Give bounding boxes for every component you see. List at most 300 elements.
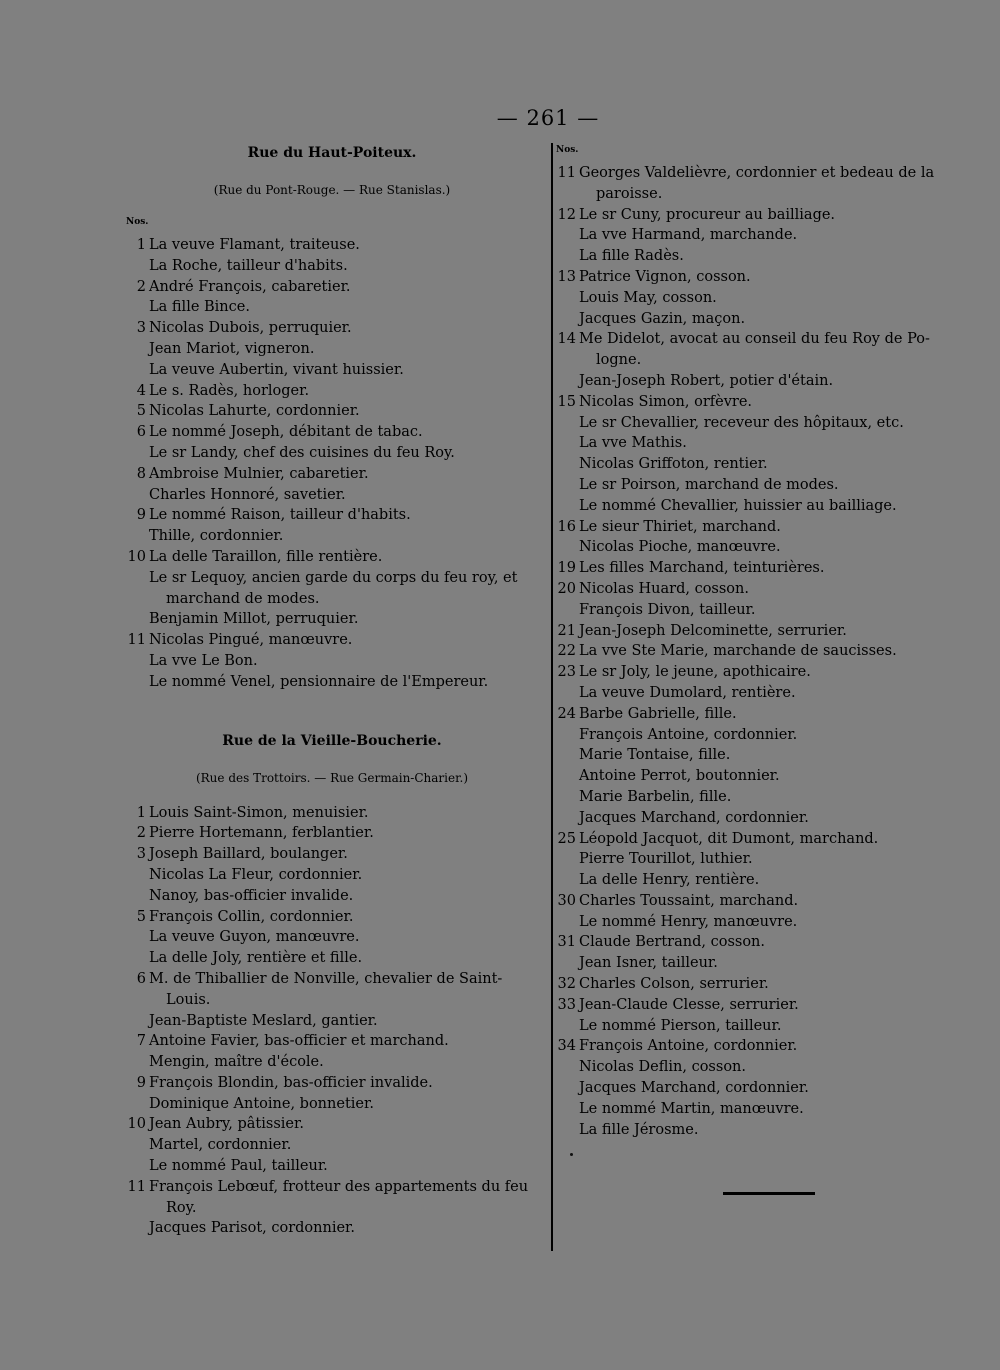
list-item	[552, 579, 972, 600]
resident-entry	[149, 464, 542, 485]
list-item	[552, 932, 972, 953]
entry-text: François Antoine, cordonnier.	[579, 726, 798, 743]
resident-entry	[579, 392, 972, 413]
list-item	[552, 558, 972, 579]
entry-text: Jacques Marchand, cordonnier.	[579, 809, 809, 826]
entry-text: La delle Joly, rentière et fille.	[149, 950, 363, 967]
resident-entry	[579, 371, 972, 392]
list-item	[122, 1135, 542, 1156]
list-item	[552, 641, 972, 662]
resident-entry	[149, 360, 542, 381]
entry-text: Jacques Parisot, cordonnier.	[149, 1220, 356, 1237]
entry-text: Le sr Landy, chef des cuisines du feu Roy.	[149, 444, 455, 461]
entry-text: Benjamin Millot, perruquier.	[149, 611, 359, 628]
list-item	[552, 163, 972, 205]
entry-text: Marie Barbelin, fille.	[579, 788, 732, 805]
list-item	[122, 1073, 542, 1094]
house-number: 3	[136, 846, 146, 863]
entry-text: Ambroise Mulnier, cabaretier.	[149, 465, 369, 482]
list-item	[122, 907, 542, 928]
footer-rule	[723, 1192, 815, 1195]
house-number	[552, 246, 579, 267]
resident-entry	[579, 829, 972, 850]
resident-entry	[149, 339, 542, 360]
resident-entry	[579, 745, 972, 766]
list-item	[552, 745, 972, 766]
list-item	[552, 517, 972, 538]
entry-text: Le nommé Martin, manœuvre.	[579, 1100, 804, 1117]
entry-list	[122, 235, 542, 693]
house-number	[552, 600, 579, 621]
list-item	[122, 1031, 542, 1052]
entry-text: La veuve Flamant, traiteuse.	[149, 237, 360, 253]
house-number	[552, 912, 579, 933]
list-item	[122, 235, 542, 256]
entry-text: La vve Harmand, marchande.	[579, 227, 798, 244]
resident-entry	[579, 288, 972, 309]
resident-entry	[149, 318, 542, 339]
list-item	[122, 609, 542, 630]
list-item	[122, 318, 542, 339]
house-number: 14	[557, 331, 576, 348]
list-item	[552, 1078, 972, 1099]
list-item	[552, 829, 972, 850]
resident-entry	[149, 1094, 542, 1115]
house-number: 13	[557, 268, 576, 285]
entry-text: Claude Bertrand, cosson.	[579, 934, 766, 951]
house-number: 10	[127, 1116, 146, 1133]
list-item	[552, 537, 972, 558]
entry-text: Me Didelot, avocat au conseil du feu Roy de Po-	[579, 331, 930, 348]
list-item	[552, 683, 972, 704]
house-number: 12	[557, 206, 576, 223]
house-number	[552, 1078, 579, 1099]
entry-text: Jean Isner, tailleur.	[579, 955, 718, 972]
house-number	[552, 225, 579, 246]
list-item	[552, 288, 972, 309]
entry-text: Marie Tontaise, fille.	[579, 747, 731, 764]
house-number: 11	[127, 1178, 146, 1195]
resident-entry	[149, 505, 542, 526]
house-number	[122, 651, 149, 672]
entry-text: Le nommé Paul, tailleur.	[149, 1158, 328, 1175]
resident-entry	[149, 823, 542, 844]
entry-text: Nicolas Pingué, manœuvre.	[149, 632, 353, 649]
entry-text: Le sr Chevallier, receveur des hôpitaux, etc.	[579, 414, 904, 431]
resident-entry	[149, 672, 542, 693]
house-number	[552, 725, 579, 746]
resident-entry	[579, 870, 972, 891]
house-number	[122, 526, 149, 547]
resident-entry	[149, 1052, 542, 1073]
list-item	[552, 891, 972, 912]
house-number	[552, 766, 579, 787]
list-item	[122, 865, 542, 886]
entry-text: Le nommé Joseph, débitant de tabac.	[149, 424, 423, 441]
list-item	[122, 256, 542, 277]
resident-entry	[579, 953, 972, 974]
entry-text: La delle Henry, rentière.	[579, 872, 760, 889]
house-number: 24	[557, 705, 576, 722]
resident-entry	[149, 547, 542, 568]
house-number: 11	[557, 165, 576, 181]
entry-text: Le sr Poirson, marchand de modes.	[579, 476, 839, 493]
list-item	[122, 844, 542, 865]
section-subtitle: (Rue du Pont-Rouge. — Rue Stanislas.)	[213, 183, 451, 197]
resident-entry	[149, 948, 542, 969]
resident-entry	[579, 205, 972, 226]
resident-entry	[579, 891, 972, 912]
entry-text: Louis Saint-Simon, menuisier.	[149, 804, 369, 821]
house-number: 16	[557, 518, 576, 535]
resident-entry	[579, 662, 972, 683]
list-item	[122, 1156, 542, 1177]
resident-entry	[579, 621, 972, 642]
resident-entry	[579, 1036, 972, 1057]
resident-entry	[579, 787, 972, 808]
entry-text: Charles Honnoré, savetier.	[149, 486, 346, 503]
house-number	[122, 1052, 149, 1073]
house-number: 23	[557, 664, 576, 681]
house-number: 2	[136, 825, 146, 842]
resident-entry	[149, 1011, 542, 1032]
entry-text: Le s. Radès, horloger.	[149, 382, 310, 399]
list-item	[552, 953, 972, 974]
left-column	[122, 143, 542, 1239]
section-vieille-boucherie	[122, 731, 542, 1240]
entry-text: Le nommé Pierson, tailleur.	[579, 1017, 782, 1034]
list-item	[552, 725, 972, 746]
house-number	[122, 886, 149, 907]
house-number: 4	[136, 382, 146, 399]
resident-entry	[149, 297, 542, 318]
house-number: 33	[557, 996, 576, 1013]
entry-text: Le sr Joly, le jeune, apothicaire.	[579, 664, 811, 681]
list-item	[122, 568, 542, 610]
entry-text: Louis May, cosson.	[579, 289, 717, 306]
entry-text: Les filles Marchand, teinturières.	[579, 560, 825, 577]
house-number	[552, 1057, 579, 1078]
entry-text: François Collin, cordonnier.	[149, 908, 354, 925]
house-number	[122, 672, 149, 693]
entry-text: Charles Colson, serrurier.	[579, 976, 769, 993]
list-item	[552, 454, 972, 475]
resident-entry	[149, 1156, 542, 1177]
resident-entry	[149, 526, 542, 547]
resident-entry	[149, 1135, 542, 1156]
entry-list	[552, 163, 972, 1140]
resident-entry	[149, 443, 542, 464]
list-item	[122, 422, 542, 443]
resident-entry	[579, 1120, 972, 1141]
house-number	[122, 568, 149, 610]
list-item	[122, 969, 542, 1011]
list-item	[552, 1036, 972, 1057]
entry-continuation: paroisse.	[596, 185, 663, 202]
entry-text: La fille Jérosme.	[579, 1121, 699, 1138]
resident-entry	[149, 609, 542, 630]
numbers-label: Nos.	[556, 145, 579, 155]
list-item	[552, 309, 972, 330]
entry-text: La fille Radès.	[579, 248, 684, 265]
list-item	[122, 1177, 542, 1219]
entry-continuation: marchand de modes.	[166, 590, 320, 607]
house-number: 8	[136, 465, 146, 482]
resident-entry	[579, 558, 972, 579]
house-number	[552, 496, 579, 517]
entry-text: Le sieur Thiriet, marchand.	[579, 518, 781, 535]
entry-text: François Divon, tailleur.	[579, 601, 756, 618]
resident-entry	[149, 886, 542, 907]
list-item	[552, 246, 972, 267]
list-item	[552, 1120, 972, 1141]
entry-text: Jean-Baptiste Meslard, gantier.	[149, 1012, 378, 1029]
resident-entry	[579, 267, 972, 288]
entry-text: Le nommé Chevallier, huissier au bailliage.	[579, 497, 897, 514]
entry-text: Nicolas Griffoton, rentier.	[579, 456, 768, 473]
house-number	[552, 683, 579, 704]
house-number	[122, 1156, 149, 1177]
house-number: 10	[127, 548, 146, 565]
list-item	[122, 485, 542, 506]
house-number: 22	[557, 643, 576, 660]
list-item	[552, 205, 972, 226]
entry-text: La veuve Dumolard, rentière.	[579, 684, 796, 701]
entry-text: Nanoy, bas-officier invalide.	[149, 887, 354, 904]
house-number	[552, 371, 579, 392]
list-item	[122, 927, 542, 948]
entry-continuation: Roy.	[166, 1199, 197, 1216]
entry-continuation: Louis.	[166, 991, 211, 1008]
house-number	[122, 1218, 149, 1239]
list-item	[122, 360, 542, 381]
resident-entry	[579, 225, 972, 246]
entry-text: Le nommé Henry, manœuvre.	[579, 913, 798, 930]
entry-text: La veuve Guyon, manœuvre.	[149, 929, 360, 946]
resident-entry	[579, 725, 972, 746]
entry-text: La vve Mathis.	[579, 435, 687, 452]
house-number	[122, 927, 149, 948]
house-number	[552, 1099, 579, 1120]
house-number	[122, 297, 149, 318]
list-item	[122, 651, 542, 672]
entry-text: André François, cabaretier.	[149, 278, 351, 295]
section-subtitle: (Rue des Trottoirs. — Rue Germain-Charier.)	[195, 770, 469, 785]
list-item	[552, 267, 972, 288]
house-number: 32	[557, 976, 576, 993]
list-item	[122, 1114, 542, 1135]
house-number	[552, 454, 579, 475]
resident-entry	[149, 485, 542, 506]
entry-text: François Antoine, cordonnier.	[579, 1038, 798, 1055]
resident-entry	[579, 496, 972, 517]
entry-text: Le nommé Raison, tailleur d'habits.	[149, 507, 411, 524]
section-title: Rue de la Vieille-Boucherie.	[222, 732, 442, 749]
house-number	[122, 865, 149, 886]
resident-entry	[579, 600, 972, 621]
resident-entry	[149, 256, 542, 277]
entry-text: Jean-Claude Clesse, serrurier.	[579, 996, 799, 1013]
house-number: 7	[136, 1033, 146, 1050]
house-number: 9	[136, 1074, 146, 1091]
house-number: 9	[136, 507, 146, 524]
house-number: 1	[136, 804, 146, 821]
resident-entry	[579, 766, 972, 787]
resident-entry	[579, 995, 972, 1016]
list-item	[552, 1016, 972, 1037]
house-number	[552, 288, 579, 309]
list-item	[122, 948, 542, 969]
house-number: 5	[136, 908, 146, 925]
resident-entry	[149, 1073, 542, 1094]
entry-text: Le sr Cuny, procureur au bailliage.	[579, 206, 836, 223]
list-item	[122, 505, 542, 526]
section-gap	[122, 693, 542, 731]
section-haut-poiteux	[122, 143, 542, 693]
resident-entry	[579, 413, 972, 434]
list-item	[552, 329, 972, 371]
resident-entry	[579, 454, 972, 475]
resident-entry	[149, 651, 542, 672]
resident-entry	[579, 974, 972, 995]
list-item	[122, 1094, 542, 1115]
entry-text: Joseph Baillard, boulanger.	[149, 846, 348, 863]
list-item	[552, 433, 972, 454]
resident-entry	[579, 1057, 972, 1078]
list-item	[122, 297, 542, 318]
resident-entry	[149, 401, 542, 422]
entry-text: Patrice Vignon, cosson.	[579, 268, 751, 285]
house-number	[122, 1094, 149, 1115]
house-number	[552, 870, 579, 891]
entry-text: Jean Aubry, pâtissier.	[149, 1116, 304, 1133]
house-number: 3	[136, 320, 146, 337]
resident-entry	[149, 422, 542, 443]
entry-text: Martel, cordonnier.	[149, 1137, 292, 1154]
resident-entry	[579, 932, 972, 953]
entry-text: La vve Ste Marie, marchande de saucisses.	[579, 643, 897, 660]
list-item	[122, 547, 542, 568]
list-item	[552, 849, 972, 870]
resident-entry	[579, 475, 972, 496]
list-item	[552, 225, 972, 246]
list-item	[552, 1099, 972, 1120]
entry-text: Mengin, maître d'école.	[149, 1054, 324, 1071]
entry-text: La delle Taraillon, fille rentière.	[149, 548, 383, 565]
resident-entry	[579, 808, 972, 829]
list-item	[122, 1011, 542, 1032]
house-number	[552, 745, 579, 766]
house-number	[552, 953, 579, 974]
resident-entry	[579, 912, 972, 933]
house-number: 30	[557, 892, 576, 909]
entry-text: Thille, cordonnier.	[149, 528, 284, 545]
resident-entry	[149, 1031, 542, 1052]
entry-text: Nicolas Huard, cosson.	[579, 580, 749, 597]
house-number: 19	[557, 560, 576, 577]
entry-text: Georges Valdelièvre, cordonnier et bedeau de la	[579, 165, 935, 181]
list-item	[552, 912, 972, 933]
list-item	[552, 766, 972, 787]
resident-entry	[579, 433, 972, 454]
list-item	[122, 526, 542, 547]
resident-entry	[149, 844, 542, 865]
resident-entry	[579, 1078, 972, 1099]
entry-text: Le nommé Venel, pensionnaire de l'Empereur.	[149, 673, 489, 690]
entry-list	[122, 803, 542, 1240]
list-item	[552, 870, 972, 891]
house-number	[122, 1135, 149, 1156]
list-item	[552, 392, 972, 413]
list-item	[122, 339, 542, 360]
resident-entry	[149, 907, 542, 928]
entry-text: Nicolas Pioche, manœuvre.	[579, 539, 781, 556]
resident-entry	[149, 1114, 542, 1135]
entry-text: François Lebœuf, frotteur des appartements du feu	[149, 1178, 529, 1195]
resident-entry	[579, 329, 972, 371]
resident-entry	[149, 381, 542, 402]
entry-text: Jacques Marchand, cordonnier.	[579, 1080, 809, 1097]
house-number	[552, 1016, 579, 1037]
house-number: 15	[557, 393, 576, 410]
resident-entry	[149, 568, 542, 610]
house-number: 5	[136, 403, 146, 420]
list-item	[122, 886, 542, 907]
list-item	[122, 803, 542, 824]
house-number: 34	[557, 1038, 576, 1055]
house-number: 11	[127, 632, 146, 649]
numbers-label: Nos.	[126, 217, 149, 227]
ink-speck	[570, 1153, 573, 1156]
entry-text: La Roche, tailleur d'habits.	[149, 257, 348, 274]
entry-text: Charles Toussaint, marchand.	[579, 892, 799, 909]
list-item	[552, 621, 972, 642]
entry-text: Nicolas Lahurte, cordonnier.	[149, 403, 360, 420]
entry-text: Barbe Gabrielle, fille.	[579, 705, 737, 722]
entry-text: Nicolas Deflin, cosson.	[579, 1059, 746, 1076]
resident-entry	[579, 579, 972, 600]
resident-entry	[149, 865, 542, 886]
house-number: 21	[557, 622, 576, 639]
house-number	[122, 360, 149, 381]
list-item	[122, 443, 542, 464]
list-item	[122, 464, 542, 485]
entry-text: La fille Bince.	[149, 299, 250, 316]
entry-text: Jean-Joseph Delcominette, serrurier.	[579, 622, 847, 639]
entry-text: Pierre Tourillot, luthier.	[579, 851, 753, 868]
house-number	[552, 309, 579, 330]
entry-text: M. de Thiballier de Nonville, chevalier de Saint-	[149, 970, 503, 987]
resident-entry	[579, 163, 972, 205]
resident-entry	[579, 683, 972, 704]
house-number: 20	[557, 580, 576, 597]
entry-text: Le sr Lequoy, ancien garde du corps du feu roy, et	[149, 569, 518, 586]
list-item	[552, 995, 972, 1016]
resident-entry	[579, 517, 972, 538]
list-item	[552, 371, 972, 392]
entry-text: Jean Mariot, vigneron.	[149, 340, 315, 357]
resident-entry	[579, 1016, 972, 1037]
list-item	[552, 1057, 972, 1078]
resident-entry	[579, 1099, 972, 1120]
house-number	[122, 339, 149, 360]
house-number: 1	[136, 237, 146, 253]
resident-entry	[149, 927, 542, 948]
house-number	[122, 485, 149, 506]
entry-text: Nicolas La Fleur, cordonnier.	[149, 866, 363, 883]
entry-text: La vve Le Bon.	[149, 652, 258, 669]
house-number	[552, 537, 579, 558]
